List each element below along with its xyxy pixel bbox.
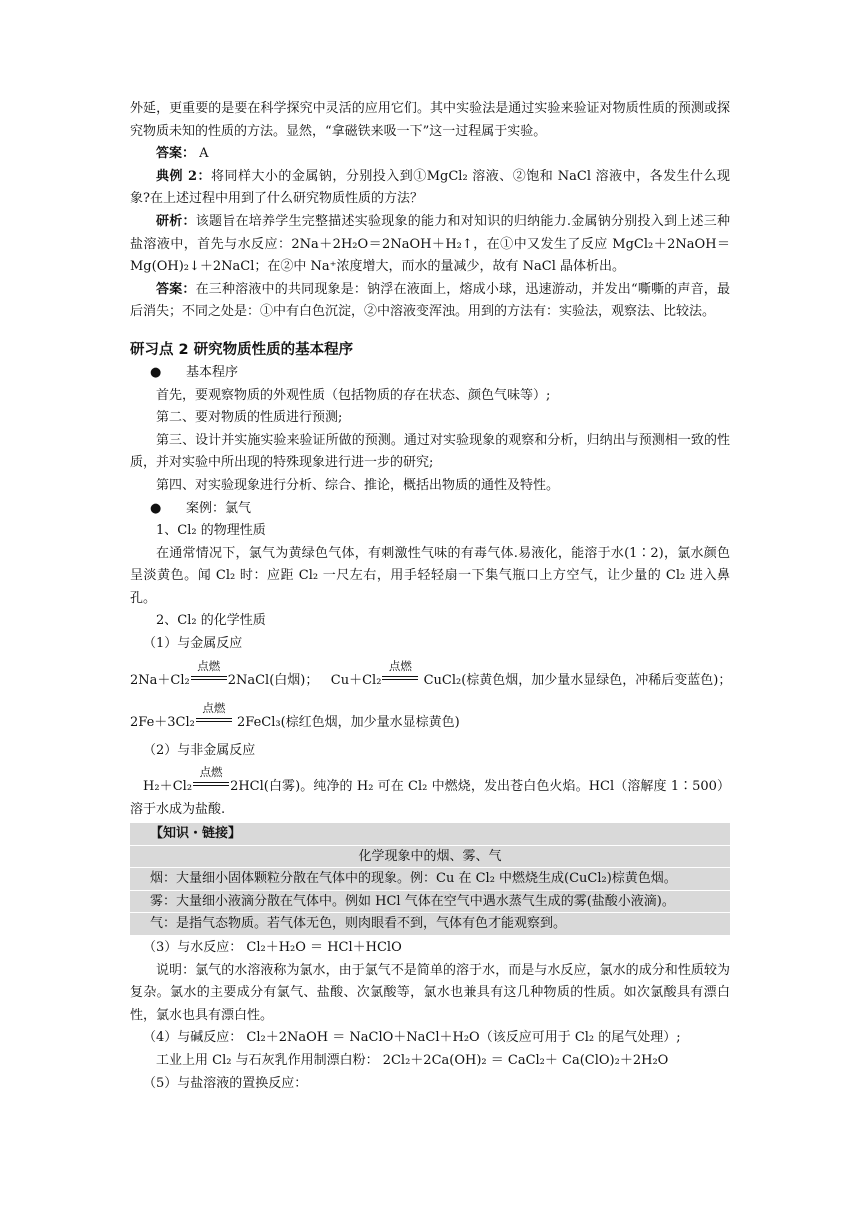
answer-label: 答案： — [156, 146, 196, 162]
reaction-condition-arrow: 点燃 — [196, 716, 232, 726]
answer-value: A — [199, 146, 209, 162]
equation-metal-line-2: 2Fe＋3Cl₂ 点燃 2FeCl₃(棕红色烟，加少量水显棕黄色) — [130, 700, 460, 730]
section-title: 研习点 2 研究物质性质的基本程序 — [130, 341, 354, 358]
knowledge-box-heading: 化学现象中的烟、雾、气 — [130, 846, 730, 868]
example2-answer: 答案：在三种溶液中的共同现象是：钠浮在液面上，熔成小球，迅速游动，并发出“嘶嘶的声音，最后消失；不同之处是：①中有白色沉淀，②中溶液变浑浊。用到的方法有：实验法，观察法、比较法。 — [130, 281, 730, 320]
reaction-nonmetal-title: （2）与非金属反应 — [143, 742, 256, 758]
spacer — [130, 324, 730, 338]
example2-answer-label: 答案： — [156, 281, 196, 297]
knowledge-row-fog: 雾：大量细小液滴分散在气体中。例如 HCl 气体在空气中遇水蒸气生成的雾(盐酸小液滴)。 — [130, 891, 730, 913]
intro-paragraph: 外延，更重要的是要在科学探究中灵活的应用它们。其中实验法是通过实验来验证对物质性质的预测或探究物质未知的性质的方法。显然，“拿磁铁来吸一下”这一过程属于实验。 — [130, 101, 730, 139]
reaction-water-note: 说明：氯气的水溶液称为氯水，由于氯气不是简单的溶于水，而是与水反应，氯水的成分和性质较为复杂。氯水的主要成分有氯气、盐酸、次氯酸等，氯水也兼具有这几种物质的性质。如次氯酸具有漂白性，氯水也具有漂白性。 — [130, 962, 730, 1023]
bullet-dot-icon: ● — [150, 364, 162, 380]
reaction-condition-arrow: 点燃 — [193, 780, 229, 790]
reaction-water: （3）与水反应： Cl₂＋H₂O ＝ HCl＋HClO — [143, 939, 402, 955]
example2-label: 典例 2： — [156, 168, 211, 184]
step-4: 第四、对实验现象进行分析、综合、推论，概括出物质的通性及特性。 — [156, 477, 560, 493]
physical-properties-text: 在通常情况下，氯气为黄绿色气体，有刺激性气味的有毒气体.易液化，能溶于水(1∶2)，氯水颜色呈淡黄色。闻 Cl₂ 时：应距 Cl₂ 一尺左右，用手轻轻扇一下集气瓶口上方空气，让少量的 Cl₂ 进入鼻孔。 — [130, 545, 730, 606]
analysis-label: 研析： — [156, 213, 196, 229]
knowledge-row-gas: 气：是指气态物质。若气体无色，则肉眼看不到，气体有色才能观察到。 — [130, 913, 730, 935]
knowledge-link-box — [130, 823, 730, 935]
reaction-condition-arrow: 点燃 — [382, 674, 418, 684]
bullet-case-chlorine: ● 案例：氯气 — [130, 498, 730, 521]
reaction-metal-title: （1）与金属反应 — [143, 636, 243, 652]
knowledge-row-smoke: 烟：大量细小固体颗粒分散在气体中的现象。例：Cu 在 Cl₂ 中燃烧生成(CuCl₂)棕黄色烟。 — [130, 868, 730, 890]
bullet-basic-procedure: ● 基本程序 — [130, 362, 730, 385]
physical-properties-title: 1、Cl₂ 的物理性质 — [156, 523, 266, 539]
reaction-salt-displacement: （5）与盐溶液的置换反应： — [143, 1075, 308, 1091]
document-body — [130, 98, 730, 1095]
equation-metal-line-1: 2Na＋Cl₂ 点燃 2NaCl(白烟)； Cu＋Cl₂ 点燃 CuCl₂(棕黄色烟，加少量水显绿色，冲稀后变蓝色)； — [130, 658, 732, 688]
knowledge-box-title: 【知识・链接】 — [130, 823, 730, 845]
example2-question: 典例 2：将同样大小的金属钠，分别投入到①MgCl₂ 溶液、②饱和 NaCl 溶液中，各发生什么现象?在上述过程中用到了什么研究物质性质的方法？ — [130, 168, 731, 207]
step-1: 首先，要观察物质的外观性质（包括物质的存在状态、颜色气味等）; — [156, 387, 551, 403]
reaction-base: （4）与碱反应： Cl₂＋2NaOH ＝ NaClO＋NaCl＋H₂O（该反应可用于 Cl₂ 的尾气处理）; — [143, 1030, 681, 1046]
example2-analysis: 研析：该题旨在培养学生完整描述实验现象的能力和对知识的归纳能力.金属钠分别投入到上述三种盐溶液中，首先与水反应：2Na＋2H₂O＝2NaOH＋H₂↑，在①中又发生了反应 MgCl₂＋2NaOH＝Mg(OH)₂↓＋2NaCl；在②中 Na⁺浓度增大，而水的量减少，故有 NaCl 晶体析出。 — [130, 213, 730, 275]
step-2: 第二、要对物质的性质进行预测; — [156, 410, 343, 426]
reaction-bleaching-powder: 工业上用 Cl₂ 与石灰乳作用制漂白粉： 2Cl₂＋2Ca(OH)₂ ＝ CaCl₂＋ Ca(ClO)₂＋2H₂O — [156, 1052, 669, 1068]
reaction-condition-arrow: 点燃 — [191, 674, 227, 684]
step-3: 第三、设计并实施实验来验证所做的预测。通过对实验现象的观察和分析，归纳出与预测相一致的性质，并对实验中所出现的特殊现象进行进一步的研究; — [130, 432, 730, 471]
equation-nonmetal: H₂＋Cl₂ 点燃 2HCl(白雾)。纯净的 H₂ 可在 Cl₂ 中燃烧，发出苍白色火焰。HCl（溶解度 1∶500）溶于水成为盐酸. — [130, 765, 730, 817]
answer-line — [130, 143, 730, 166]
chemical-properties-title: 2、Cl₂ 的化学性质 — [156, 613, 266, 629]
bullet-dot-icon: ● — [150, 500, 162, 516]
